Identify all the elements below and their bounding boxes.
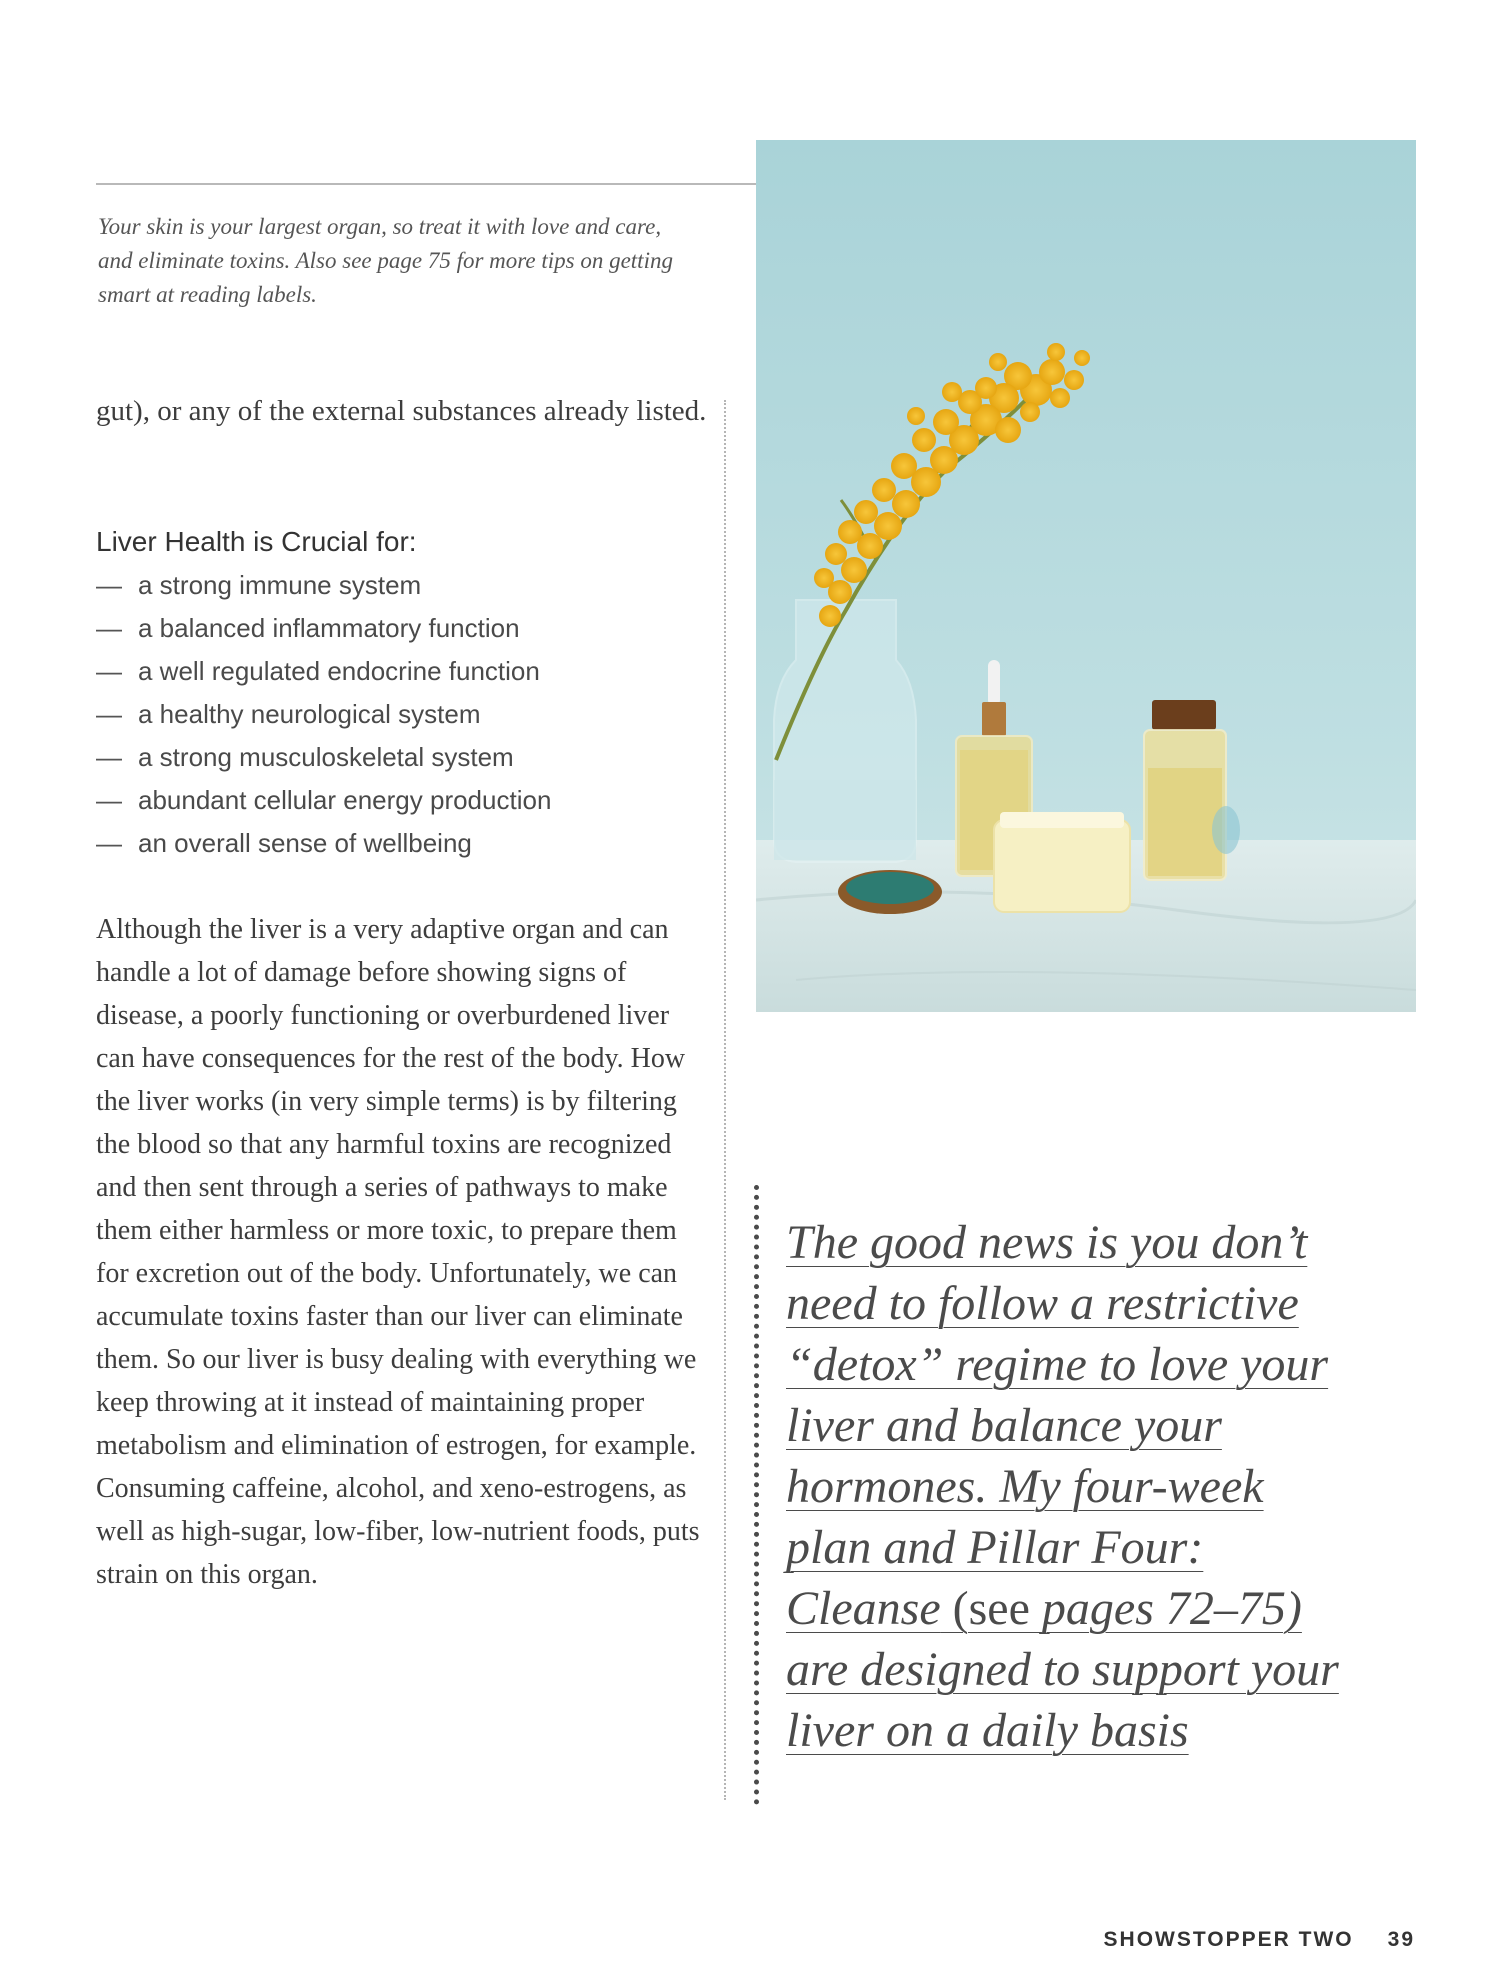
list-item: [96, 564, 736, 607]
list-heading: Liver Health is Crucial for:: [96, 526, 417, 557]
list-item: [96, 822, 736, 865]
section-name: SHOWSTOPPER TWO: [1103, 1928, 1354, 1951]
body-paragraph: Although the liver is a very adaptive organ and can handle a lot of damage before showing signs of disease, a poorly functioning or overburdened liver can have consequences for the rest of the body. How the liver works (in very simple terms) is by filtering the blood so that any harmful toxins are recognized and then sent through a series of pathways to make them either harmless or more toxic, to prepare them for excretion out of the body. Unfortunately, we can accumulate toxins faster than our liver can eliminate them. So our liver is busy dealing with everything we keep throwing at it instead of maintaining proper metabolism and elimination of estrogen, for example. Consuming caffeine, alcohol, and xeno-estrogens, as well as high-sugar, low-fiber, low-nutrient foods, puts strain on this organ.: [96, 914, 700, 1590]
list-item-text: a strong immune system: [138, 570, 422, 600]
list-item: [96, 779, 736, 822]
caption-page-link[interactable]: page 75: [377, 248, 451, 273]
dash-glyph: —: [96, 613, 122, 643]
liver-health-list: [96, 522, 736, 865]
list-item-text: a balanced inflammatory function: [138, 613, 520, 643]
list-items: [96, 564, 736, 865]
intro-paragraph: gut), or any of the external substances already listed.: [96, 395, 707, 427]
list-item: [96, 650, 736, 693]
dash-glyph: —: [96, 785, 122, 815]
list-item-text: an overall sense of wellbeing: [138, 828, 472, 858]
dash-glyph: —: [96, 828, 122, 858]
list-item-text: abundant cellular energy production: [138, 785, 552, 815]
pull-quote-dotted-rule: [754, 1185, 759, 1805]
photo-caption: [98, 210, 698, 312]
pull-quote-text-2: (see: [940, 1582, 1042, 1635]
pull-quote-text-3: are designed to support your liver on a daily basis: [786, 1643, 1339, 1757]
list-item: [96, 736, 736, 779]
page-number: 39: [1387, 1928, 1415, 1951]
top-rule: [96, 183, 756, 185]
list-item: [96, 607, 736, 650]
list-item-text: a strong musculoskeletal system: [138, 742, 514, 772]
dash-glyph: —: [96, 656, 122, 686]
caption-text-1: Your skin is your largest organ, so treat it with love and care, and eliminate toxins. Also see: [98, 214, 662, 273]
mimosa-oils-photo: [756, 140, 1416, 1012]
pull-quote-text-1: The good news is you don’t need to follow a restrictive “detox” regime to love your liver and balance your hormones. My four-week plan and Pillar Four: Cleanse: [786, 1216, 1329, 1635]
list-item: [96, 693, 736, 736]
dash-glyph: —: [96, 570, 122, 600]
dash-glyph: —: [96, 699, 122, 729]
page-footer: [1104, 1928, 1415, 1952]
list-item-text: a healthy neurological system: [138, 699, 481, 729]
dash-glyph: —: [96, 742, 122, 772]
column-divider: [724, 400, 726, 1800]
pull-quote-page-link[interactable]: pages 72–75): [1041, 1582, 1302, 1635]
photo-mimosa-oils-icon: [756, 140, 1416, 1012]
caption-text-2: for more tips on getting smart at reading labels.: [98, 248, 673, 307]
list-item-text: a well regulated endocrine function: [138, 656, 540, 686]
pull-quote: [786, 1212, 1346, 1761]
